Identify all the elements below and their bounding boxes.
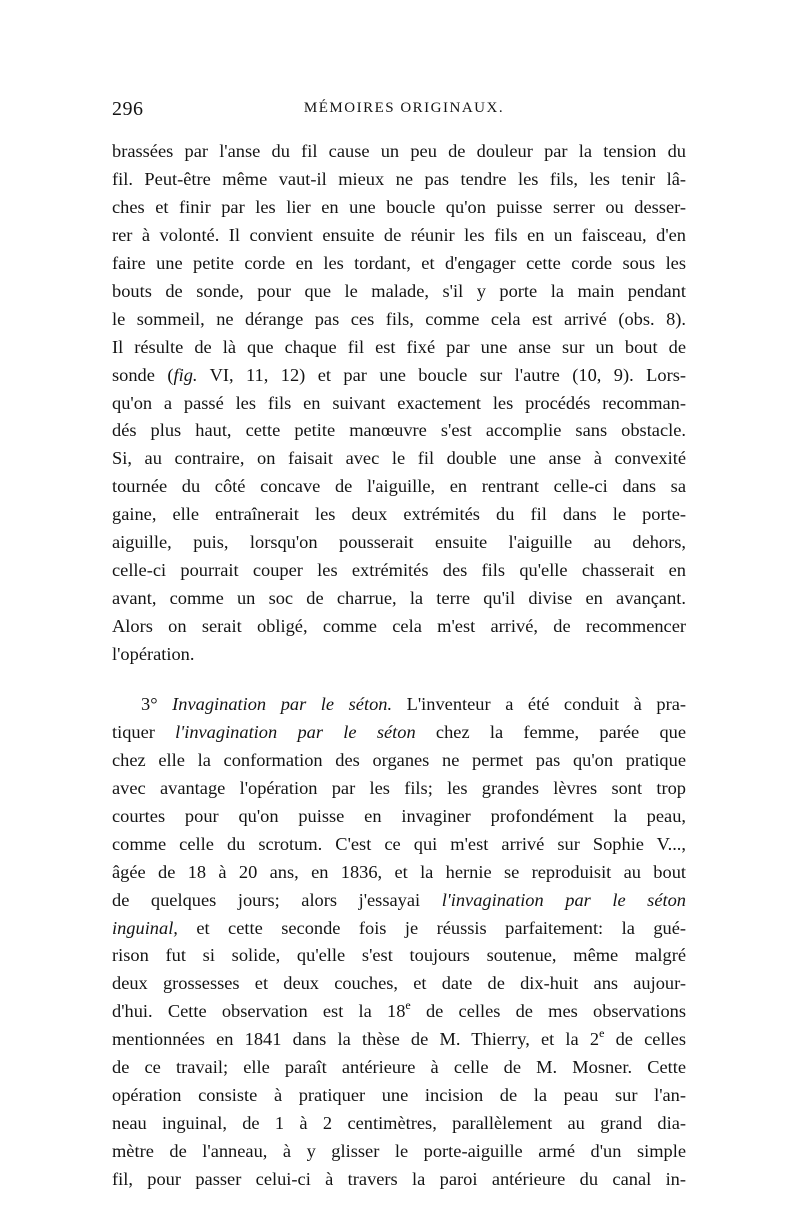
text-line: de ce travail; elle paraît antérieure à celle de M. Mosner. Cette xyxy=(112,1057,686,1078)
text-span: sonde ( xyxy=(112,364,174,385)
text-line: Alors on serait obligé, comme cela m'est arrivé, de recommencer xyxy=(112,616,686,637)
text-line: le sommeil, ne dérange pas ces fils, comme cela est arrivé (obs. 8). xyxy=(112,308,686,329)
page-header xyxy=(112,98,696,126)
text-line: fil. Peut-être même vaut-il mieux ne pas tendre les fils, les tenir lâ- xyxy=(112,168,686,189)
text-span: de celles de mes observations xyxy=(410,1001,686,1022)
text-line xyxy=(112,362,686,390)
text-line: rer à volonté. Il convient ensuite de réunir les fils en un faisceau, d'en xyxy=(112,224,686,245)
section-number: 3° xyxy=(141,693,158,714)
text-line: courtes pour qu'on puisse en invaginer profondément la peau, xyxy=(112,805,686,826)
text-line: opération consiste à pratiquer une incision de la peau sur l'an- xyxy=(112,1085,686,1106)
text-line: fil, pour passer celui-ci à travers la paroi antérieure du canal in- xyxy=(112,1169,686,1189)
text-span: de celles xyxy=(604,1029,686,1050)
text-line: âgée de 18 à 20 ans, en 1836, et la hernie se reproduisit au bout xyxy=(112,861,686,882)
text-line: faire une petite corde en les tordant, et d'engager cette corde sous les xyxy=(112,252,686,273)
italic-term: l'invagination par le séton xyxy=(441,889,686,910)
text-line: mètre de l'anneau, à y glisser le porte-aiguille armé d'un simple xyxy=(112,1141,686,1162)
text-span: d'hui. Cette observation est la 18 xyxy=(112,1001,406,1022)
text-line: comme celle du scrotum. C'est ce qui m'est arrivé sur Sophie V..., xyxy=(112,833,686,854)
text-line: l'opération. xyxy=(112,644,195,664)
italic-term: inguinal, xyxy=(112,917,178,938)
text-line: Si, au contraire, on faisait avec le fil double une anse à convexité xyxy=(112,448,686,469)
text-line: avec avantage l'opération par les fils; les grandes lèvres sont trop xyxy=(112,777,686,798)
text-line: gaine, elle entraînerait les deux extrémités du fil dans le porte- xyxy=(112,504,686,525)
text-line xyxy=(112,1026,686,1054)
text-span: de quelques jours; alors j'essayai xyxy=(112,889,442,910)
section-heading-line xyxy=(141,691,686,719)
text-line: avant, comme un soc de charrue, la terre qu'il divise en avançant. xyxy=(112,588,686,609)
text-line: rison fut si solide, qu'elle s'est toujours soutenue, même malgré xyxy=(112,945,686,966)
text-line: bouts de sonde, pour que le malade, s'il y porte la main pendant xyxy=(112,280,686,301)
text-line: deux grossesses et deux couches, et date de dix-huit ans aujour- xyxy=(112,973,686,994)
text-line xyxy=(112,887,686,915)
text-span: L'inventeur a été conduit à pra- xyxy=(392,693,686,714)
text-span: VI, 11, 12) et par une boucle sur l'autre (10, 9). Lors- xyxy=(197,364,686,385)
ordinal-superscript: e xyxy=(405,998,411,1013)
text-line: aiguille, puis, lorsqu'on pousserait ensuite l'aiguille au dehors, xyxy=(112,532,686,553)
text-line: brassées par l'anse du fil cause un peu de douleur par la tension du xyxy=(112,141,686,161)
text-span: chez la femme, parée que xyxy=(415,721,686,742)
text-line xyxy=(112,998,686,1026)
text-line: Il résulte de là que chaque fil est fixé par une anse sur un bout de xyxy=(112,336,686,357)
text-span: tiquer xyxy=(112,721,176,742)
section-title: Invagination par le séton. xyxy=(172,693,393,714)
text-line xyxy=(112,719,686,747)
text-span: mentionnées en 1841 dans la thèse de M. Thierry, et la 2 xyxy=(112,1029,600,1050)
figure-reference: fig. xyxy=(173,364,198,385)
text-line: neau inguinal, de 1 à 2 centimètres, parallèlement au grand dia- xyxy=(112,1113,686,1134)
page-number: 296 xyxy=(112,98,144,120)
text-line xyxy=(112,915,686,943)
text-line: dés plus haut, cette petite manœuvre s'est accomplie sans obstacle. xyxy=(112,420,686,441)
text-line: chez elle la conformation des organes ne permet pas qu'on pratique xyxy=(112,749,686,770)
text-line: ches et finir par les lier en une boucle qu'on puisse serrer ou desser- xyxy=(112,196,686,217)
text-line: tournée du côté concave de l'aiguille, en rentrant celle-ci dans sa xyxy=(112,476,686,497)
text-line: celle-ci pourrait couper les extrémités des fils qu'elle chasserait en xyxy=(112,560,686,581)
italic-term: l'invagination par le séton xyxy=(175,721,416,742)
text-line: qu'on a passé les fils en suivant exactement les procédés recomman- xyxy=(112,392,686,413)
ordinal-superscript: e xyxy=(599,1026,605,1041)
running-title: MÉMOIRES ORIGINAUX. xyxy=(303,100,505,116)
text-span: et cette seconde fois je réussis parfaitement: la gué- xyxy=(177,917,686,938)
